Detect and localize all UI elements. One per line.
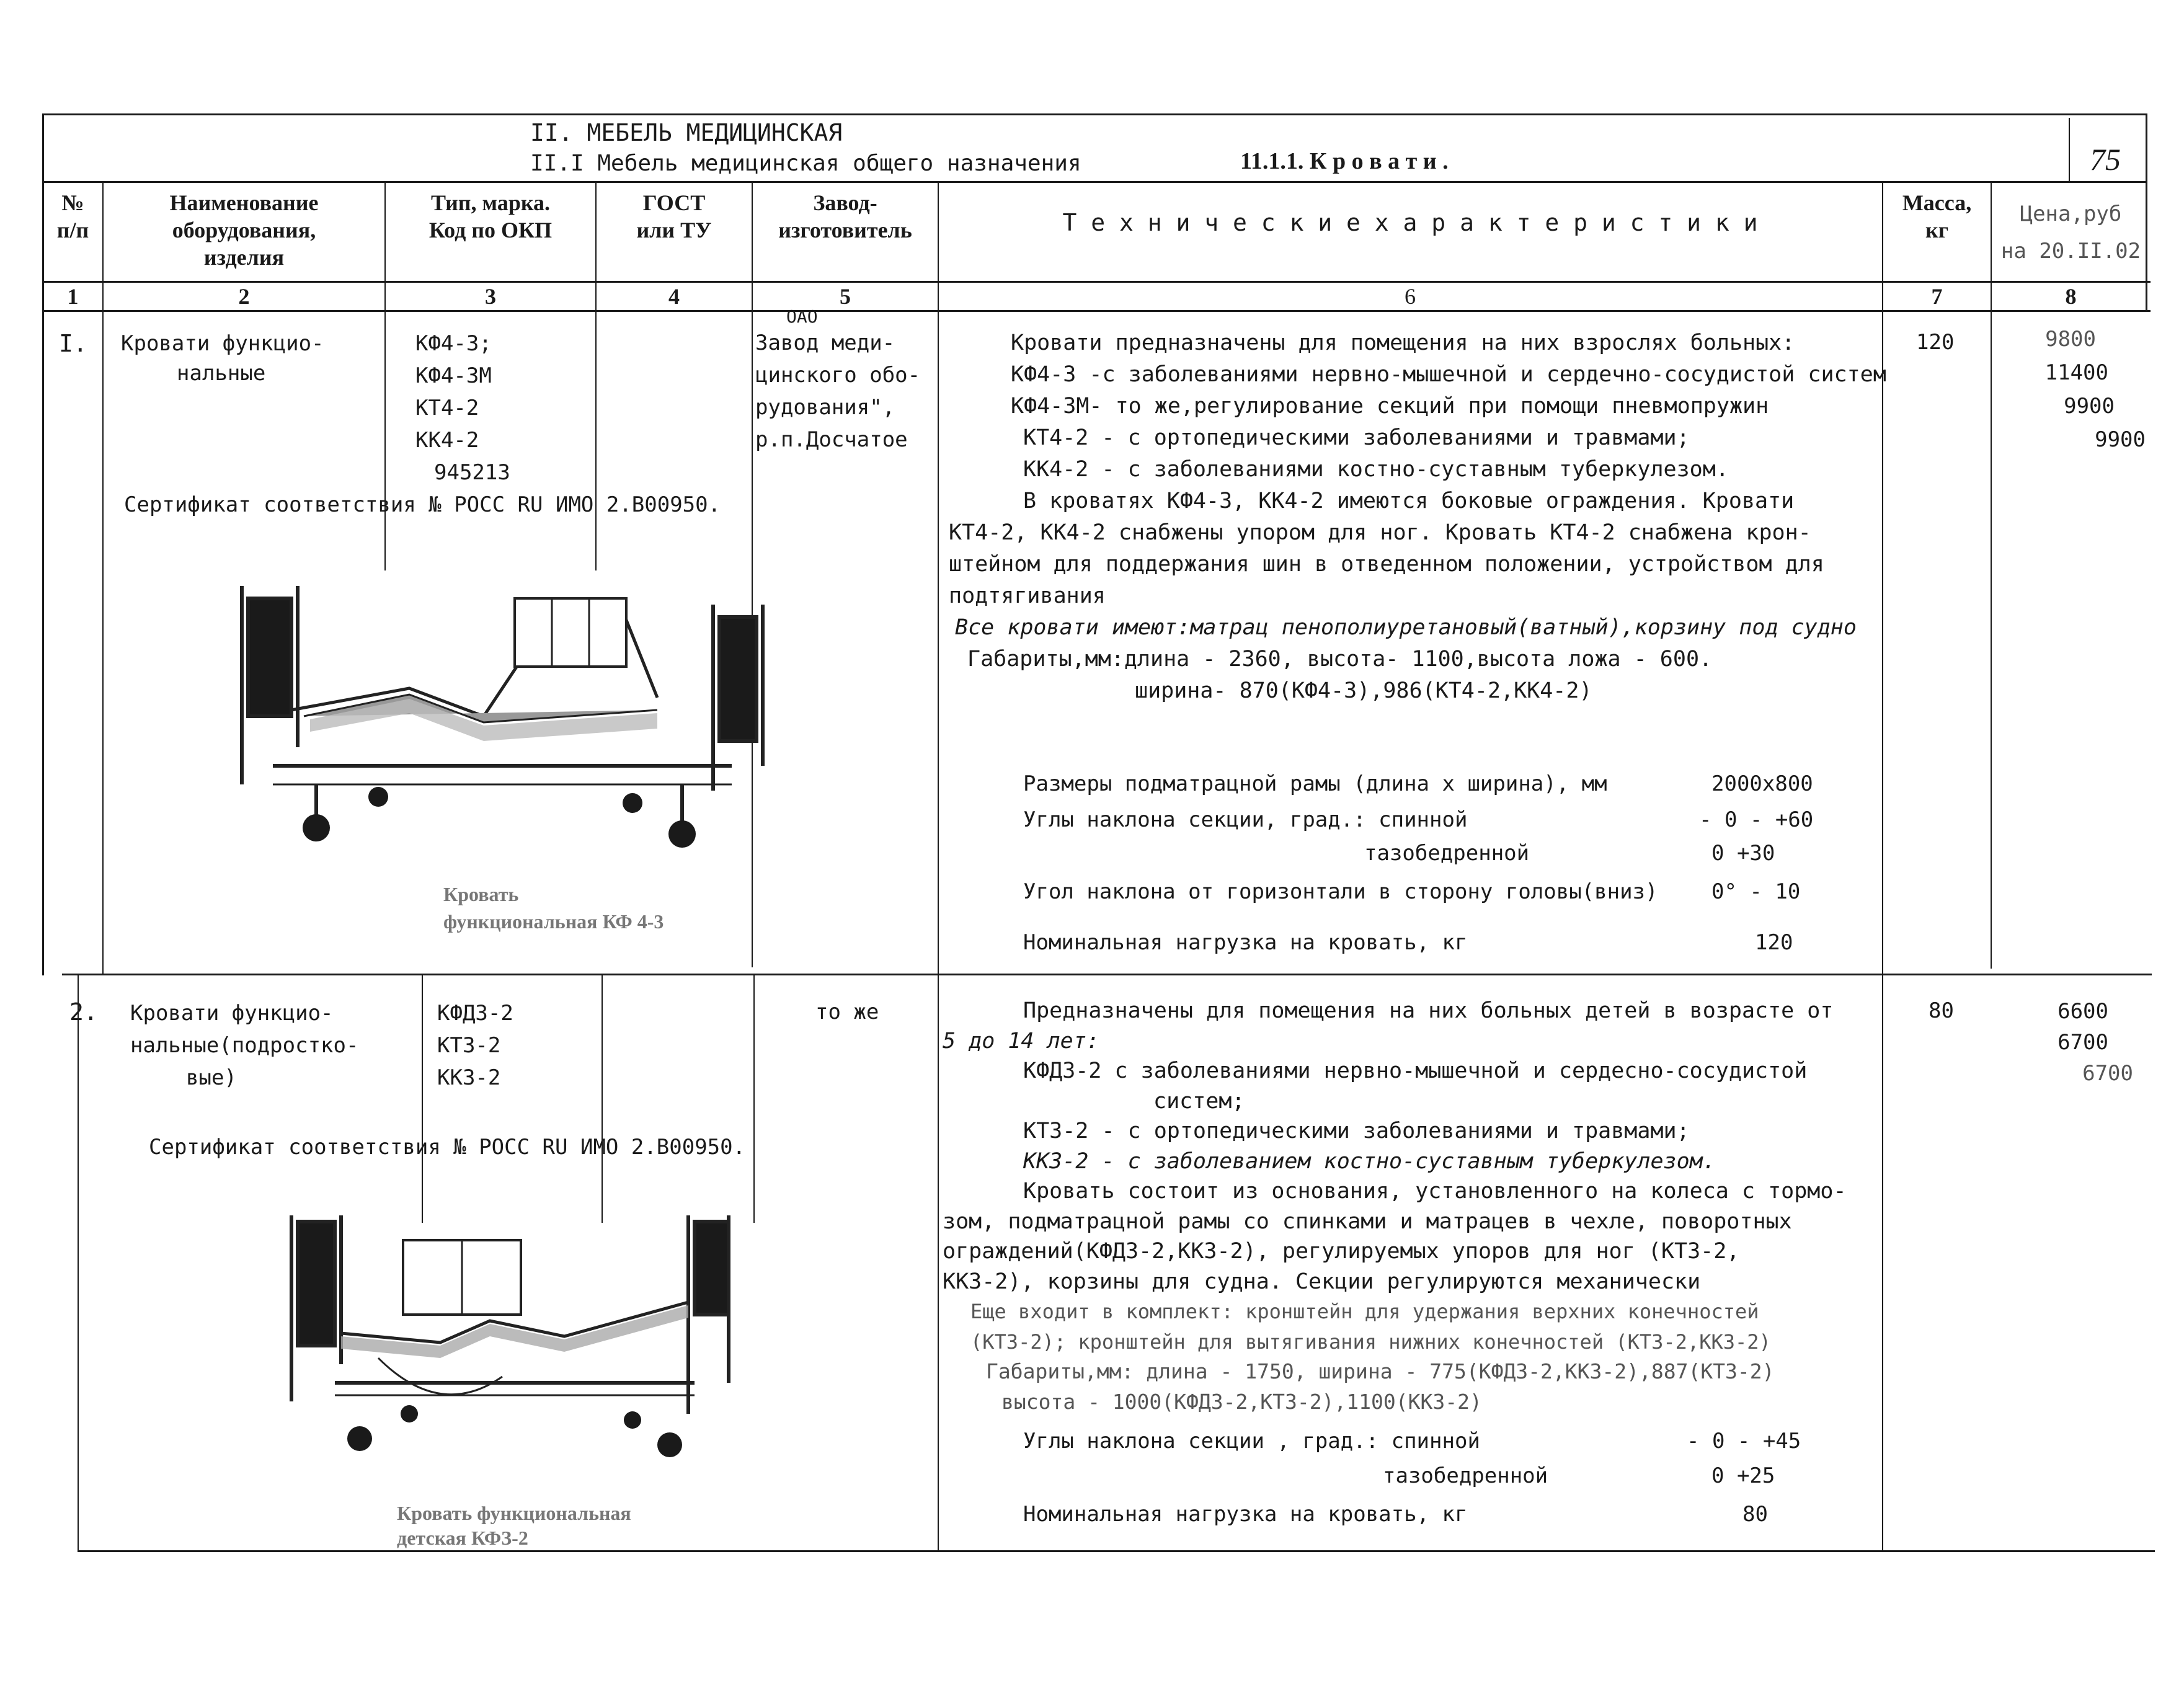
row1-number: I. (59, 330, 87, 357)
row2-spec-hip-label: тазобедренной (1383, 1463, 1548, 1488)
row1-spec-load-label: Номинальная нагрузка на кровать, кг (1023, 930, 1468, 955)
row2-tech: Предназначены для помещения на них больных детей в возрасте от 5 до 14 лет: КФДЗ-2 с заболеваниями нервно-мышечной и сердесно-сосудистой систем; КТЗ-2 - с ортопедическими заболеваниями и травмами; ККЗ-2 - с заболеванием костно-суставным туберкулезом. Кровать состоит из основания, установленного на колеса с тормо- зом, подматрацной рамы со спинками и матрацев в чехле, поворотных ограждений(КФДЗ-2,ККЗ-2), регулируемых упоров для ног (КТЗ-2, ККЗ-2), корзины для судна. Секции регулируются механически Еще входит в комплект: кронштейн для удержания верхних конечностей (КТЗ-2); кронштейн для вытягивания нижних конечностей (КТЗ-2,ККЗ-2) Габариты,мм: длина - 1750, ширина - 775(КФДЗ-2,ККЗ-2),887(КТЗ-2) высота - 1000(КФДЗ-2,КТЗ-2),1100(ККЗ-2) (943, 998, 1847, 1414)
col-num-1: 1 (67, 284, 79, 309)
row2-types: КФДЗ-2 КТЗ-2 ККЗ-2 (437, 1001, 513, 1090)
row1-tech: Кровати предназначены для помещения на них взрослях больных: КФ4-3 -с заболеваниями нервно-мышечной и сердечно-сосудистой систем КФ4-3М- то же,регулирование секций при помощи пневмопружин КТ4-2 - с ортопедическими заболеваниями и травмами; КК4-2 - с заболеваниями костно-суставным туберкулезом. В кроватях КФ4-3, КК4-2 имеются боковые ограждения. Кровати КТ4-2, КК4-2 снабжены упором для ног. Кровать КТ4-2 снабжена крон- штейном для поддержания шин в отведенном положении, устройством для подтягивания Все кровати имеют:матрац пенополиуретановый(ватный),корзину под судно Габариты,мм:длина - 2360, высота- 1100,высота ложа - 600. ширина- 870(КФ4-3),986(КТ4-2,КК4-2) (949, 331, 1886, 703)
col-num-6: 6 (1405, 284, 1416, 309)
row1-spec-hip-label: тазобедренной (1364, 841, 1530, 866)
row2-number: 2. (69, 998, 98, 1026)
subsubsection-title: 11.1.1. К р о в а т и . (1240, 148, 1449, 174)
row2-maker: то же (815, 1000, 879, 1024)
row2-spec-hip-value: 0 +25 (1711, 1463, 1775, 1488)
row1-image-caption: Кровать функциональная КФ 4-3 (443, 883, 664, 933)
row1-spec-back-value: - 0 - +60 (1699, 807, 1814, 832)
section-title: II. МЕБЕЛЬ МЕДИЦИНСКАЯ (530, 119, 843, 146)
col-num-7: 7 (1931, 284, 1943, 309)
row2-spec-back-value: - 0 - +45 (1687, 1429, 1801, 1454)
row2-name: Кровати функцио- нальные(подростко- вые) (130, 1001, 359, 1090)
col-num-5: 5 (840, 284, 851, 309)
row2-spec-load-value: 80 (1742, 1502, 1768, 1527)
row1-spec-hip-value: 0 +30 (1711, 841, 1775, 866)
subsection-title: II.I Мебель медицинская общего назначения (530, 151, 1081, 176)
row1-spec-back-label: Углы наклона секции, град.: спинной (1023, 807, 1468, 832)
col-num-2: 2 (238, 284, 250, 309)
row1-name: Кровати функцио- нальные (121, 331, 324, 386)
row2-certificate: Сертификат соответствия № РОСС RU ИМО 2.В00950. (149, 1135, 746, 1160)
col-num-8: 8 (2065, 284, 2077, 309)
row2-prices: 6600 6700 6700 (2057, 999, 2133, 1086)
row2-spec-load-label: Номинальная нагрузка на кровать, кг (1023, 1502, 1468, 1527)
row1-maker: ОАО Завод меди- цинского обо- рудования", р.п.Досчатое (755, 306, 921, 452)
col-num-3: 3 (485, 284, 496, 309)
col-header-mass: Масса, кг (1902, 190, 1972, 242)
row2-image-caption: Кровать функциональная детская КФЗ-2 (397, 1502, 631, 1549)
bed-kf4-3-photo (223, 561, 781, 865)
row1-spec-tilt-value: 0° - 10 (1711, 879, 1801, 904)
row1-spec-frame-label: Размеры подматрацной рамы (длина x ширина), мм (1023, 771, 1607, 796)
page-number: 75 (2090, 142, 2121, 177)
row1-types: КФ4-3; КФ4-3М КТ4-2 КК4-2 945213 (415, 331, 510, 485)
col-num-4: 4 (668, 284, 680, 309)
col-header-gost: ГОСТ или ТУ (636, 190, 712, 242)
row1-spec-frame-value: 2000x800 (1711, 771, 1813, 796)
row1-spec-tilt-label: Угол наклона от горизонтали в сторону головы(вниз) (1023, 879, 1658, 904)
row1-spec-load-value: 120 (1755, 930, 1793, 955)
col-header-tech: Т е х н и ч е с к и е х а р а к т е р и с т и к и (1062, 209, 1758, 236)
row1-prices: 9800 11400 9900 9900 (2044, 327, 2146, 452)
col-header-type: Тип, марка. Код по ОКП (428, 190, 553, 242)
row1-mass: 120 (1916, 330, 1955, 355)
col-header-no: № п/п (56, 190, 89, 242)
row2-mass: 80 (1929, 998, 1954, 1023)
row2-spec-back-label: Углы наклона секции , град.: спинной (1023, 1429, 1480, 1454)
col-header-name: Наименование оборудования, изделия (169, 190, 319, 270)
col-header-maker: Завод- изготовитель (778, 190, 912, 242)
row1-certificate: Сертификат соответствия № РОСС RU ИМО 2.В00950. (124, 492, 721, 517)
bed-kfd3-2-photo (285, 1209, 732, 1482)
col-header-price: Цена,руб на 20.II.02 (2000, 202, 2141, 264)
